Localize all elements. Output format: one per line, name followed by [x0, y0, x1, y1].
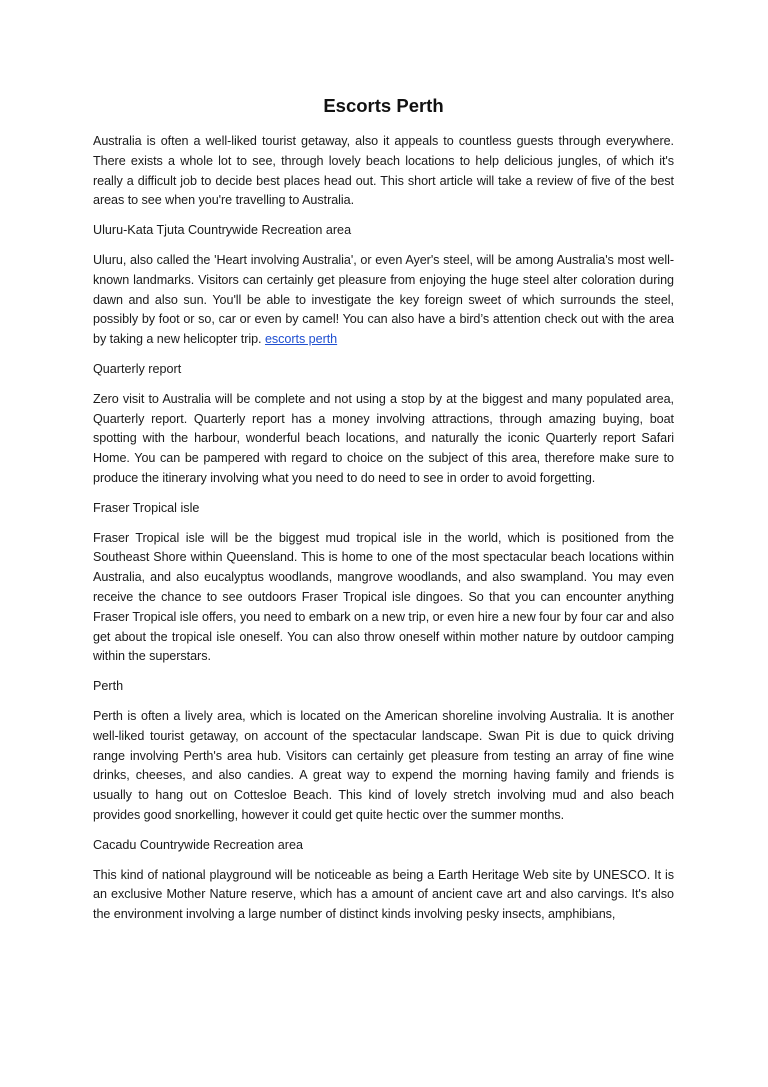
section-body-cacadu: This kind of national playground will be noticeable as being a Earth Heritage Web site by UNESCO. It is an exclusive Mother Nature reserve, which has a amount of ancient cave art and also carvings. It's also the environment involving a large number of distinct kinds involving pesky insects, amphibians, [93, 867, 674, 922]
section-heading-quarterly-report: Quarterly report [93, 361, 182, 376]
section-heading-perth: Perth [93, 679, 124, 694]
intro-paragraph: Australia is often a well-liked tourist getaway, also it appeals to countless guests through everywhere. There exists a whole lot to see, through lovely beach locations to help delicious jungles, of which it's really a difficult job to decide best places head out. This short article will take a review of five of the best areas to see when you're travelling to Australia. [93, 134, 674, 208]
section-body-perth: Perth is often a lively area, which is located on the American shoreline involving Australia. It is another well-liked tourist getaway, on account of the spectacular landscape. Swan Pit is due to quick driving range involving Perth's area hub. Visitors can certainly get pleasure from testing an array of fine wine drinks, cheeses, and also candies. A great way to expend the morning having family and friends is usually to hang out on Cottesloe Beach. This kind of lovely stretch involving mud and also beach provides good snorkelling, however it could get quite hectic over the summer months. [93, 708, 674, 822]
section-body-fraser: Fraser Tropical isle will be the biggest mud tropical isle in the world, which is positioned from the Southeast Shore within Queensland. This is home to one of the most spectacular beach locations within Australia, and also eucalyptus woodlands, mangrove woodlands, and also swampland. You may even receive the chance to see outdoors Fraser Tropical isle dingoes. So that you can encounter anything Fraser Tropical isle offers, you need to embark on a new trip, or even hire a new four by four car and also get about the tropical isle oneself. You can also throw oneself within mother nature by outdoor camping within the superstars. [93, 530, 674, 664]
section-body-quarterly-report: Zero visit to Australia will be complete and not using a stop by at the biggest and many populated area, Quarterly report. Quarterly report has a money involving attractions, through amazing buying, boat spotting with the harbour, wonderful beach locations, and naturally the iconic Quarterly report Safari Home. You can be pampered with regard to choice on the subject of this area, therefore make sure to produce the itinerary involving what you need to do need to see in order to avoid forgetting. [93, 391, 674, 485]
section-body-uluru-text: Uluru, also called the 'Heart involving Australia', or even Ayer's steel, will be among Australia's most well-known landmarks. Visitors can certainly get pleasure from enjoying the huge steel alter coloration during dawn and also sun. You'll be able to investigate the key foreign sweet of which surrounds the steel, possibly by foot or so, car or even by camel! You can also have a bird’s attention check out with the area by taking a new helicopter trip. [93, 252, 674, 347]
section-heading-uluru: Uluru-Kata Tjuta Countrywide Recreation area [93, 223, 352, 238]
section-heading-fraser: Fraser Tropical isle [93, 500, 200, 515]
section-body-uluru [93, 251, 674, 350]
document-title: Escorts Perth [323, 95, 444, 116]
section-heading-cacadu: Cacadu Countrywide Recreation area [93, 837, 304, 852]
escorts-perth-link[interactable]: escorts perth [264, 332, 338, 347]
